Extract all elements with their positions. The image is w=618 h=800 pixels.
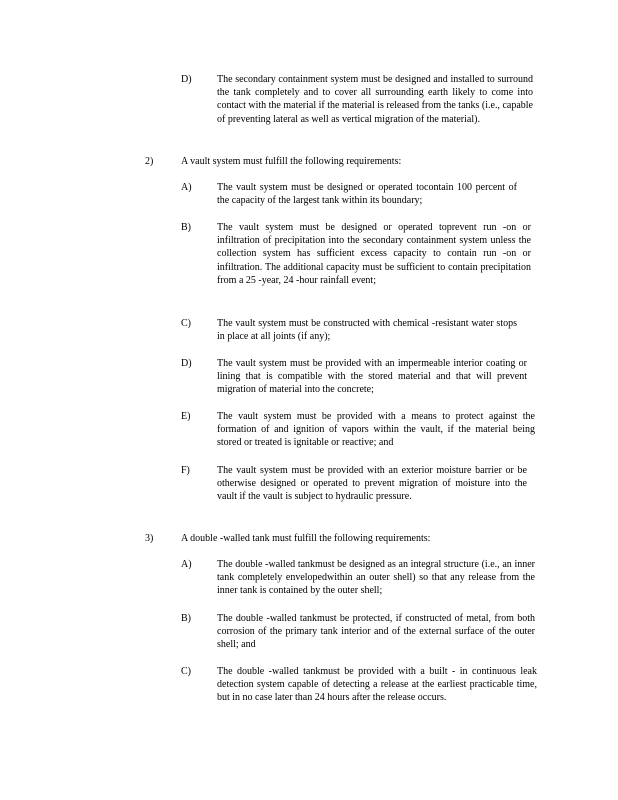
item-text-3b: The double -walled tankmust be protected, if constructed of metal, from both corrosion of the primary tank interior and of the external surface of the outer shell; and (217, 613, 535, 651)
section-heading-2: A vault system must fulfill the following requirements: (181, 156, 402, 167)
item-text-2d: The vault system must be provided with an impermeable interior coating or lining that is compatible with the stored material and that will prevent migration of material into the concrete; (217, 358, 527, 396)
item-letter-1d: D) (181, 74, 192, 85)
item-letter-3a: A) (181, 559, 192, 570)
item-text-2c: The vault system must be constructed with chemical -resistant water stops in place at all joints (if any); (217, 318, 517, 343)
item-letter-3b: B) (181, 613, 191, 624)
item-letter-2d: D) (181, 358, 192, 369)
item-letter-2e: E) (181, 411, 191, 422)
section-number-3: 3) (145, 533, 154, 544)
item-text-2a: The vault system must be designed or operated tocontain 100 percent of the capacity of the largest tank within its boundary; (217, 182, 517, 207)
item-text-2e: The vault system must be provided with a means to protect against the formation of and ignition of vapors within the vault, if the material being stored or treated is ignitable or reactive; and (217, 411, 535, 449)
section-number-2: 2) (145, 156, 154, 167)
item-text-3a: The double -walled tankmust be designed as an integral structure (i.e., an inner tank completely envelopedwithin an outer shell) so that any release from the inner tank is contained by the outer shell; (217, 559, 535, 597)
item-letter-3c: C) (181, 666, 191, 677)
item-letter-2c: C) (181, 318, 191, 329)
section-heading-3: A double -walled tank must fulfill the following requirements: (181, 533, 431, 544)
item-text-3c: The double -walled tankmust be provided with a built - in continuous leak detection system capable of detecting a release at the earliest practicable time, but in no case later than 24 hours after the release occurs. (217, 666, 537, 704)
item-text-2f: The vault system must be provided with an exterior moisture barrier or be otherwise designed or operated to prevent migration of moisture into the vault if the vault is subject to hydraulic pressure. (217, 465, 527, 503)
item-text-1d: The secondary containment system must be designed and installed to surround the tank completely and to cover all surrounding earth likely to come into contact with the material if the material is released from the tanks (i.e., capable of preventing lateral as well as vertical migration of the material). (217, 74, 533, 125)
item-text-2b: The vault system must be designed or operated toprevent run -on or infiltration of precipitation into the secondary containment system unless the collection system has sufficient excess capacity to contain run -on or infiltration. The additional capacity must be sufficient to contain precipitation from a 25 -year, 24 -hour rainfall event; (217, 222, 531, 286)
item-letter-2b: B) (181, 222, 191, 233)
item-letter-2a: A) (181, 182, 192, 193)
item-letter-2f: F) (181, 465, 190, 476)
